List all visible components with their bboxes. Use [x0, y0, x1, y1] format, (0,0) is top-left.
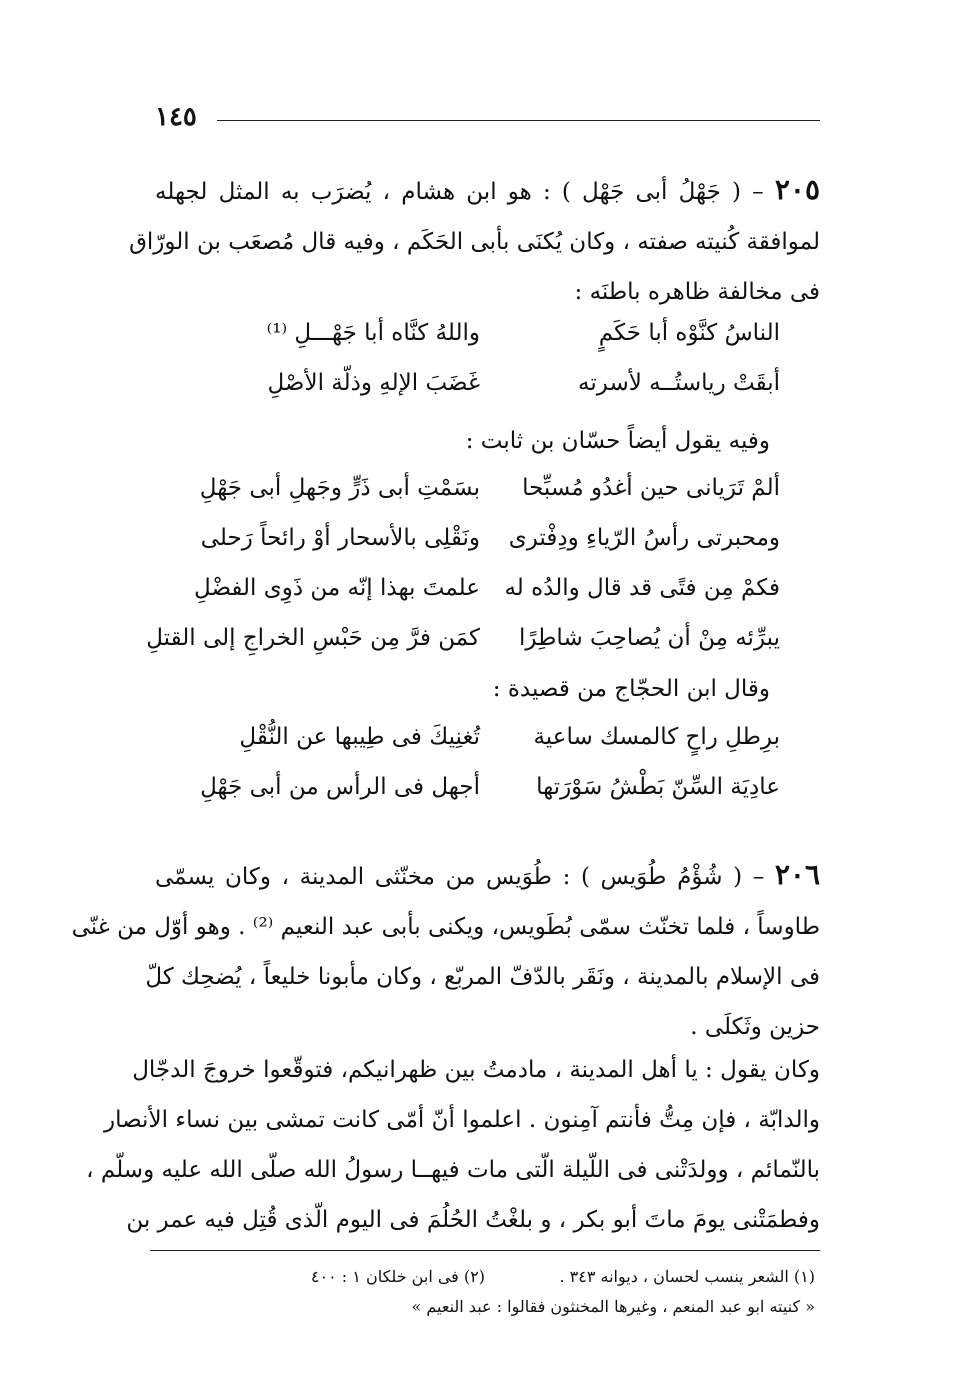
paragraph-line: بالنّمائم ، وولدَتْنى فى اللّيلة الّتى مات فيهــا رسولُ الله صلّى الله عليه وسلّم ،	[86, 1157, 820, 1183]
poem-ibn-hajjaj	[155, 724, 820, 824]
entry-206-line-2: طاوساً ، فلما تخنّث سمّى بُطَويس، ويكنى بأبى عبد النعيم ⁽²⁾ . وهو أوّل من غنّى	[71, 914, 820, 940]
hemistich-second: علمتَ بهذا إنّه من ذَوِى الفضْلِ	[194, 575, 480, 601]
hemistich-first: عادِيَة السِّنّ بَطْشُ سَوْرَتها	[536, 774, 780, 800]
verse-row	[146, 625, 820, 675]
entry-205-line-1: ٢٠٥ – ( جَهْلُ أبى جَهْل ) : هو ابن هشام ، يُضرَب به المثل لجهله	[155, 173, 820, 206]
hemistich-second: غَضَبَ الإلهِ وذلّة الأصْلِ	[267, 370, 480, 396]
page-number: ١٤٥	[155, 102, 197, 132]
verse-row	[155, 475, 820, 525]
verse-row	[155, 575, 820, 625]
verse-row	[155, 370, 820, 420]
hemistich-second: تُغنِيكَ فى طِيبها عن النُّقْلِ	[239, 724, 480, 750]
paragraph-line: وفطمَتْنى يومَ ماتَ أبو بكر ، و بلغْتُ الحُلُمَ فى اليوم الّذى قُتِل فيه عمر بن	[126, 1207, 820, 1233]
footnote-2: (٢) فى ابن خلكان ١ : ٤٠٠	[310, 1267, 485, 1286]
hemistich-second: كمَن فرَّ مِن حَبْسِ الخراجِ إلى القتلِ	[146, 625, 480, 651]
paragraph-line: والدابّة ، فإن مِتُّ فأنتم آمِنون . اعلموا أنّ أمّى كانت تمشى بين نساء الأنصار	[103, 1107, 820, 1133]
entry-206-line-3: فى الإسلام بالمدينة ، ونَقَر بالدّفّ المربّع ، وكان مأبونا خليعاً ، يُضحِك كلّ	[145, 964, 820, 990]
footnote-rule	[150, 1250, 820, 1251]
entry-206-line-4: حزين وثَكلَى .	[690, 1014, 820, 1040]
hemistich-first: فكمْ مِن فتًى قد قال والدُه له	[504, 575, 780, 601]
entry-205	[129, 165, 820, 317]
hemistich-second: بسَمْتِ أبى ذَرٍّ وجَهلِ أبى جَهْلِ	[199, 475, 480, 501]
intro-ibn-hajjaj: وقال ابن الحجّاج من قصيدة :	[492, 676, 770, 702]
footnote-2-continuation: « كنيته ابو عبد المنعم ، وغيرها المخنثون فقالوا : عبد النعيم »	[411, 1297, 815, 1316]
verse-row	[155, 525, 820, 575]
entry-205-line-3: فى مخالفة ظاهره باطنَه :	[574, 279, 820, 305]
hemistich-first: أبقَتْ رياستُــه لأسرته	[578, 370, 780, 396]
verse-row	[155, 724, 820, 774]
entry-206-line-1: ٢٠٦ – ( شُؤْمُ طُوَيس ) : طُوَيس من مخنّثى المدينة ، وكان يسمّى	[155, 858, 820, 891]
hemistich-second: واللهُ كنَّاه أبا جَهْـــلِ ⁽¹⁾	[266, 320, 480, 346]
page-header	[155, 100, 820, 136]
hemistich-first: يبرِّئه مِنْ أن يُصاحِبَ شاطِرًا	[519, 625, 780, 651]
hemistich-second: أجهل فى الرأس من أبى جَهْلِ	[200, 774, 480, 800]
hemistich-first: برِطلِ راحٍ كالمسك ساعية	[533, 724, 780, 750]
entry-number: ٢٠٥	[774, 173, 820, 206]
entry-206-paragraph	[86, 1045, 820, 1245]
entry-205-line-2: لموافقة كُنيته صفته ، وكان يُكنَى بأبى الحَكَم ، وفيه قال مُصعَب بن الورّاق	[129, 229, 820, 255]
entry-206	[71, 850, 820, 1052]
footnote-1: (١) الشعر ينسب لحسان ، ديوانه ٣٤٣ .	[559, 1267, 815, 1286]
footnotes	[155, 1262, 815, 1322]
header-rule	[217, 120, 820, 121]
footnote-row	[155, 1262, 815, 1292]
hemistich-first: ومحبرتى رأسُ الرّياءِ ودِفْترى	[508, 525, 780, 551]
verse-row	[155, 320, 820, 370]
intro-hassan: وفيه يقول أيضاً حسّان بن ثابت :	[465, 428, 770, 454]
entry-number: ٢٠٦	[774, 858, 820, 891]
poem-musab	[155, 320, 820, 420]
hemistich-second: ونَقْلِى بالأسحار أوْ رائحاً رَحلى	[200, 525, 480, 551]
hemistich-first: ألمْ تَرَيانى حين أغدُو مُسبِّحا	[522, 475, 780, 501]
paragraph-line: وكان يقول : يا أهل المدينة ، مادمتُ بين ظهرانيكم، فتوقّعوا خروجَ الدجّال	[132, 1057, 820, 1083]
poem-hassan	[146, 475, 820, 675]
hemistich-first: الناسُ كنَّوْه أبا حَكَمٍ	[598, 320, 780, 346]
verse-row	[155, 774, 820, 824]
